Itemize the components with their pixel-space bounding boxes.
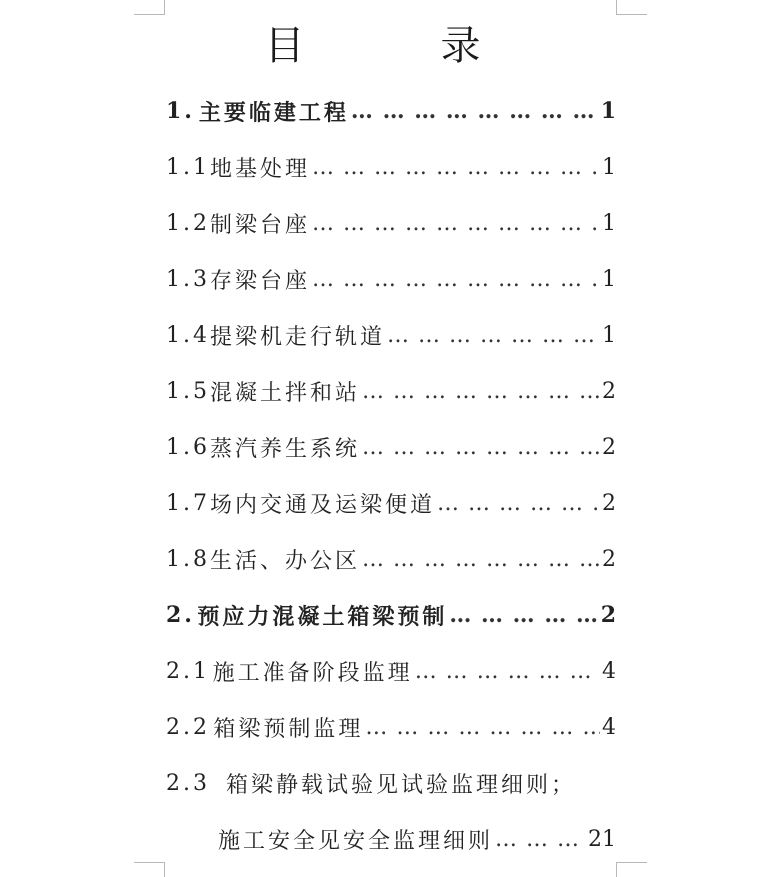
- toc-entry-1[interactable]: [166, 83, 616, 139]
- page-corner-mark-bottom-right: [616, 862, 647, 877]
- toc-entry-number: 1.3: [166, 266, 210, 292]
- toc-entry-page: 2: [600, 602, 616, 628]
- toc-entry-page: 2: [602, 434, 616, 460]
- dot-leader: [493, 827, 586, 852]
- toc-entry-number: 1.8: [166, 546, 210, 572]
- toc-entry-2-3[interactable]: [166, 755, 616, 811]
- toc-entry-page: 1: [602, 154, 616, 180]
- dot-leader: [435, 491, 600, 516]
- dot-leader: [363, 715, 600, 740]
- toc-entry-number: 1.: [166, 98, 195, 124]
- toc-entry-page: 1: [602, 322, 616, 348]
- toc-entry-page: 4: [602, 658, 616, 684]
- toc-entry-text: 地基处理: [210, 156, 311, 182]
- toc-entry-number: 2.2: [166, 714, 210, 740]
- toc-entry-text: 蒸汽养生系统: [210, 436, 361, 462]
- page-corner-mark-top-left: [134, 0, 165, 15]
- dot-leader: [385, 323, 600, 348]
- toc-entry-number: 1.6: [166, 434, 210, 460]
- toc-entry-1-2[interactable]: [166, 195, 616, 251]
- toc-entry-number: 1.7: [166, 490, 210, 516]
- toc-entry-text: 制梁台座: [210, 212, 311, 238]
- toc-entry-text: 预应力混凝土箱梁预制: [197, 603, 448, 630]
- toc-entry-text: 主要临建工程: [198, 99, 349, 126]
- dot-leader: [310, 211, 600, 236]
- toc-entry-1-8[interactable]: [166, 531, 616, 587]
- toc-entry-1-6[interactable]: [166, 419, 616, 475]
- toc-entry-text: 施工准备阶段监理: [212, 660, 413, 686]
- toc-entry-page: 21: [588, 826, 616, 852]
- toc-entry-number: 2.3: [166, 770, 210, 796]
- toc-entry-page: 1: [602, 266, 616, 292]
- toc-entry-2[interactable]: [166, 587, 616, 643]
- dot-leader: [447, 602, 598, 628]
- toc-entry-2-1[interactable]: [166, 643, 616, 699]
- toc-entry-text: 提梁机走行轨道: [210, 324, 386, 350]
- toc-entry-text: 存梁台座: [210, 268, 311, 294]
- toc-entry-number: 1.1: [166, 154, 210, 180]
- toc-entry-text: 混凝土拌和站: [210, 380, 361, 406]
- dot-leader: [310, 267, 600, 292]
- toc-entry-1-1[interactable]: [166, 139, 616, 195]
- toc-entry-text: 箱梁预制监理: [213, 716, 364, 742]
- dot-leader: [360, 547, 600, 572]
- toc-entry-text: 施工安全见安全监理细则: [218, 828, 494, 854]
- page-corner-mark-bottom-left: [134, 862, 165, 877]
- page-corner-mark-top-right: [616, 0, 647, 15]
- toc-entry-text: 箱梁静载试验见试验监理细则；: [226, 772, 577, 798]
- toc-entry-number: 2.1: [166, 658, 210, 684]
- toc-entry-2-3-continued[interactable]: [166, 811, 616, 867]
- toc-entry-page: 2: [602, 490, 616, 516]
- toc-entry-text: 场内交通及运梁便道: [210, 492, 436, 518]
- toc-entry-2-2[interactable]: [166, 699, 616, 755]
- toc-entry-page: 2: [602, 546, 616, 572]
- toc-title: 目 录: [264, 23, 529, 69]
- toc-entry-page: 1: [602, 210, 616, 236]
- dot-leader: [349, 98, 599, 124]
- toc-entry-number: 1.5: [166, 378, 210, 404]
- toc-entry-1-7[interactable]: [166, 475, 616, 531]
- toc-entry-number: 1.2: [166, 210, 210, 236]
- toc-entry-1-4[interactable]: [166, 307, 616, 363]
- toc-entry-page: 2: [602, 378, 616, 404]
- toc-entry-page: 4: [602, 714, 616, 740]
- toc-entry-number: 1.4: [166, 322, 210, 348]
- dot-leader: [413, 659, 600, 684]
- toc-entry-text: 生活、办公区: [210, 548, 361, 574]
- dot-leader: [360, 379, 600, 404]
- toc-entry-number: 2.: [166, 602, 195, 628]
- dot-leader: [310, 155, 600, 180]
- table-of-contents: [166, 83, 616, 867]
- toc-entry-1-3[interactable]: [166, 251, 616, 307]
- toc-entry-1-5[interactable]: [166, 363, 616, 419]
- dot-leader: [360, 435, 600, 460]
- toc-entry-page: 1: [600, 98, 616, 124]
